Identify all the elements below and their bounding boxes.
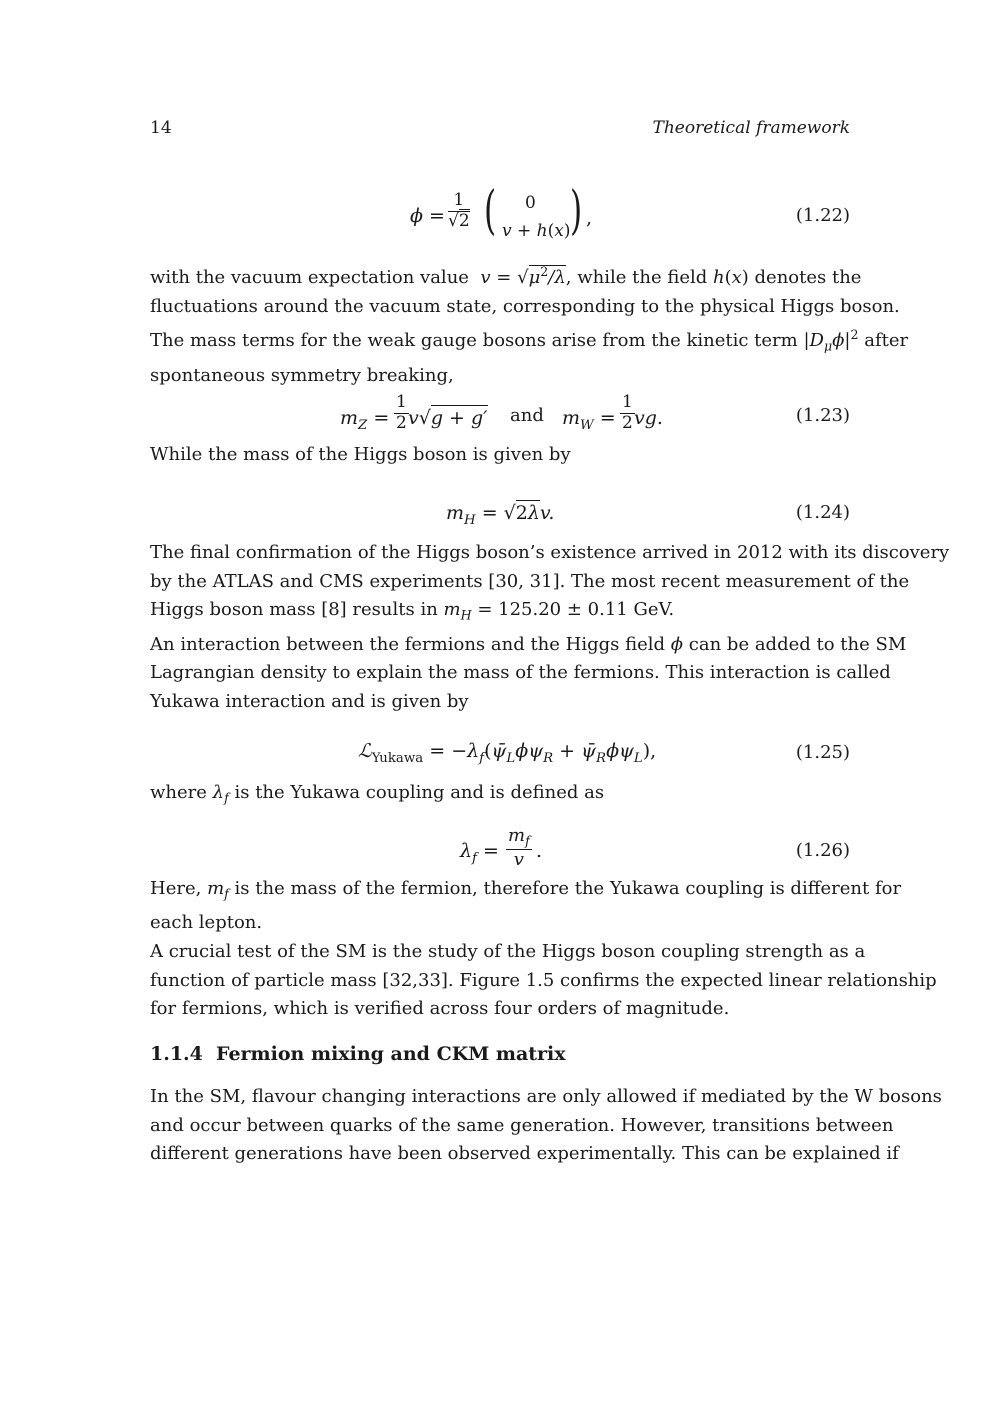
paragraph-discovery: The final confirmation of the Higgs boson’s existence arrived in 2012 with its discovery by the ATLAS and CMS experiments [30, 31]. The most recent measurement of the Higgs boson mass [8] results in $m_H = 125.20 \pm 0.11$ GeV. An interaction between the fermions and the Higgs field ϕ can be added to the SM Lagrangian density to explain the mass of the fermions. This interaction is called Yukawa interaction and is given by xyxy=(150,542,950,713)
page-number: 14 xyxy=(150,118,172,138)
equation-number: (1.25) xyxy=(795,742,850,763)
equation-1-26: $\lambda_f$ = $\frac{m_f}{v}$ . (1.26) xyxy=(460,825,850,871)
section-title: Fermion mixing and CKM matrix xyxy=(216,1043,566,1065)
running-title: Theoretical framework xyxy=(652,118,850,138)
equation-number: (1.24) xyxy=(795,502,850,523)
equation-1-25: ℒ$_{Yukawa}$ = $-\lambda_f(\psī_L\phi\psi_R$ + $\psī_R\phi\psi_L$), (1.25) xyxy=(358,740,850,766)
paragraph-fermion-mass: Here, $m_f$ is the mass of the fermion, therefore the Yukawa coupling is different for each lepton. A crucial test of the SM is the study of the Higgs boson coupling strength as a function of particle mass [32,33]. Figure 1.5 confirms the expected linear relationship for fermions, which is verified across four orders of magnitude. xyxy=(150,878,937,1020)
equation-number: (1.23) xyxy=(795,405,850,426)
equation-1-22-body: ϕ = $\frac{1}{√2}$ ( 0 v + h(x) ) , xyxy=(410,181,593,241)
equation-1-22 xyxy=(150,181,850,245)
and-word: and xyxy=(510,405,544,426)
section-number: 1.1.4 xyxy=(150,1043,203,1065)
equation-1-24: $m_H = √2\lambda v$. (1.24) xyxy=(446,502,850,528)
paragraph-higgs-mass-intro: While the mass of the Higgs boson is given by xyxy=(150,444,571,465)
paragraph-flavour: In the SM, flavour changing interactions are only allowed if mediated by the W bosons and occur between quarks of the same generation. However, transitions between different generations have been observed experimentally. This can be explained if xyxy=(150,1086,942,1165)
paragraph-vev: with the vacuum expectation value $v = √\mu^2/\lambda$, while the field h(x) denotes the fluctuations around the vacuum state, corresponding to the physical Higgs boson. The mass terms for the weak gauge bosons arise from the kinetic term $|D_\mu\phi|^2$ after spontaneous symmetry breaking, xyxy=(150,264,909,386)
section-heading xyxy=(150,1043,566,1065)
equation-number: (1.22) xyxy=(795,205,850,226)
paragraph-yukawa-def: where $\lambda_f$ is the Yukawa coupling and is defined as xyxy=(150,782,605,806)
equation-number: (1.26) xyxy=(795,840,850,861)
equation-1-23-body: $m_Z$ = $\frac{1}{2}$ v√g + g′ and $m_W$ = $\frac{1}{2}$ vg. xyxy=(340,392,663,433)
